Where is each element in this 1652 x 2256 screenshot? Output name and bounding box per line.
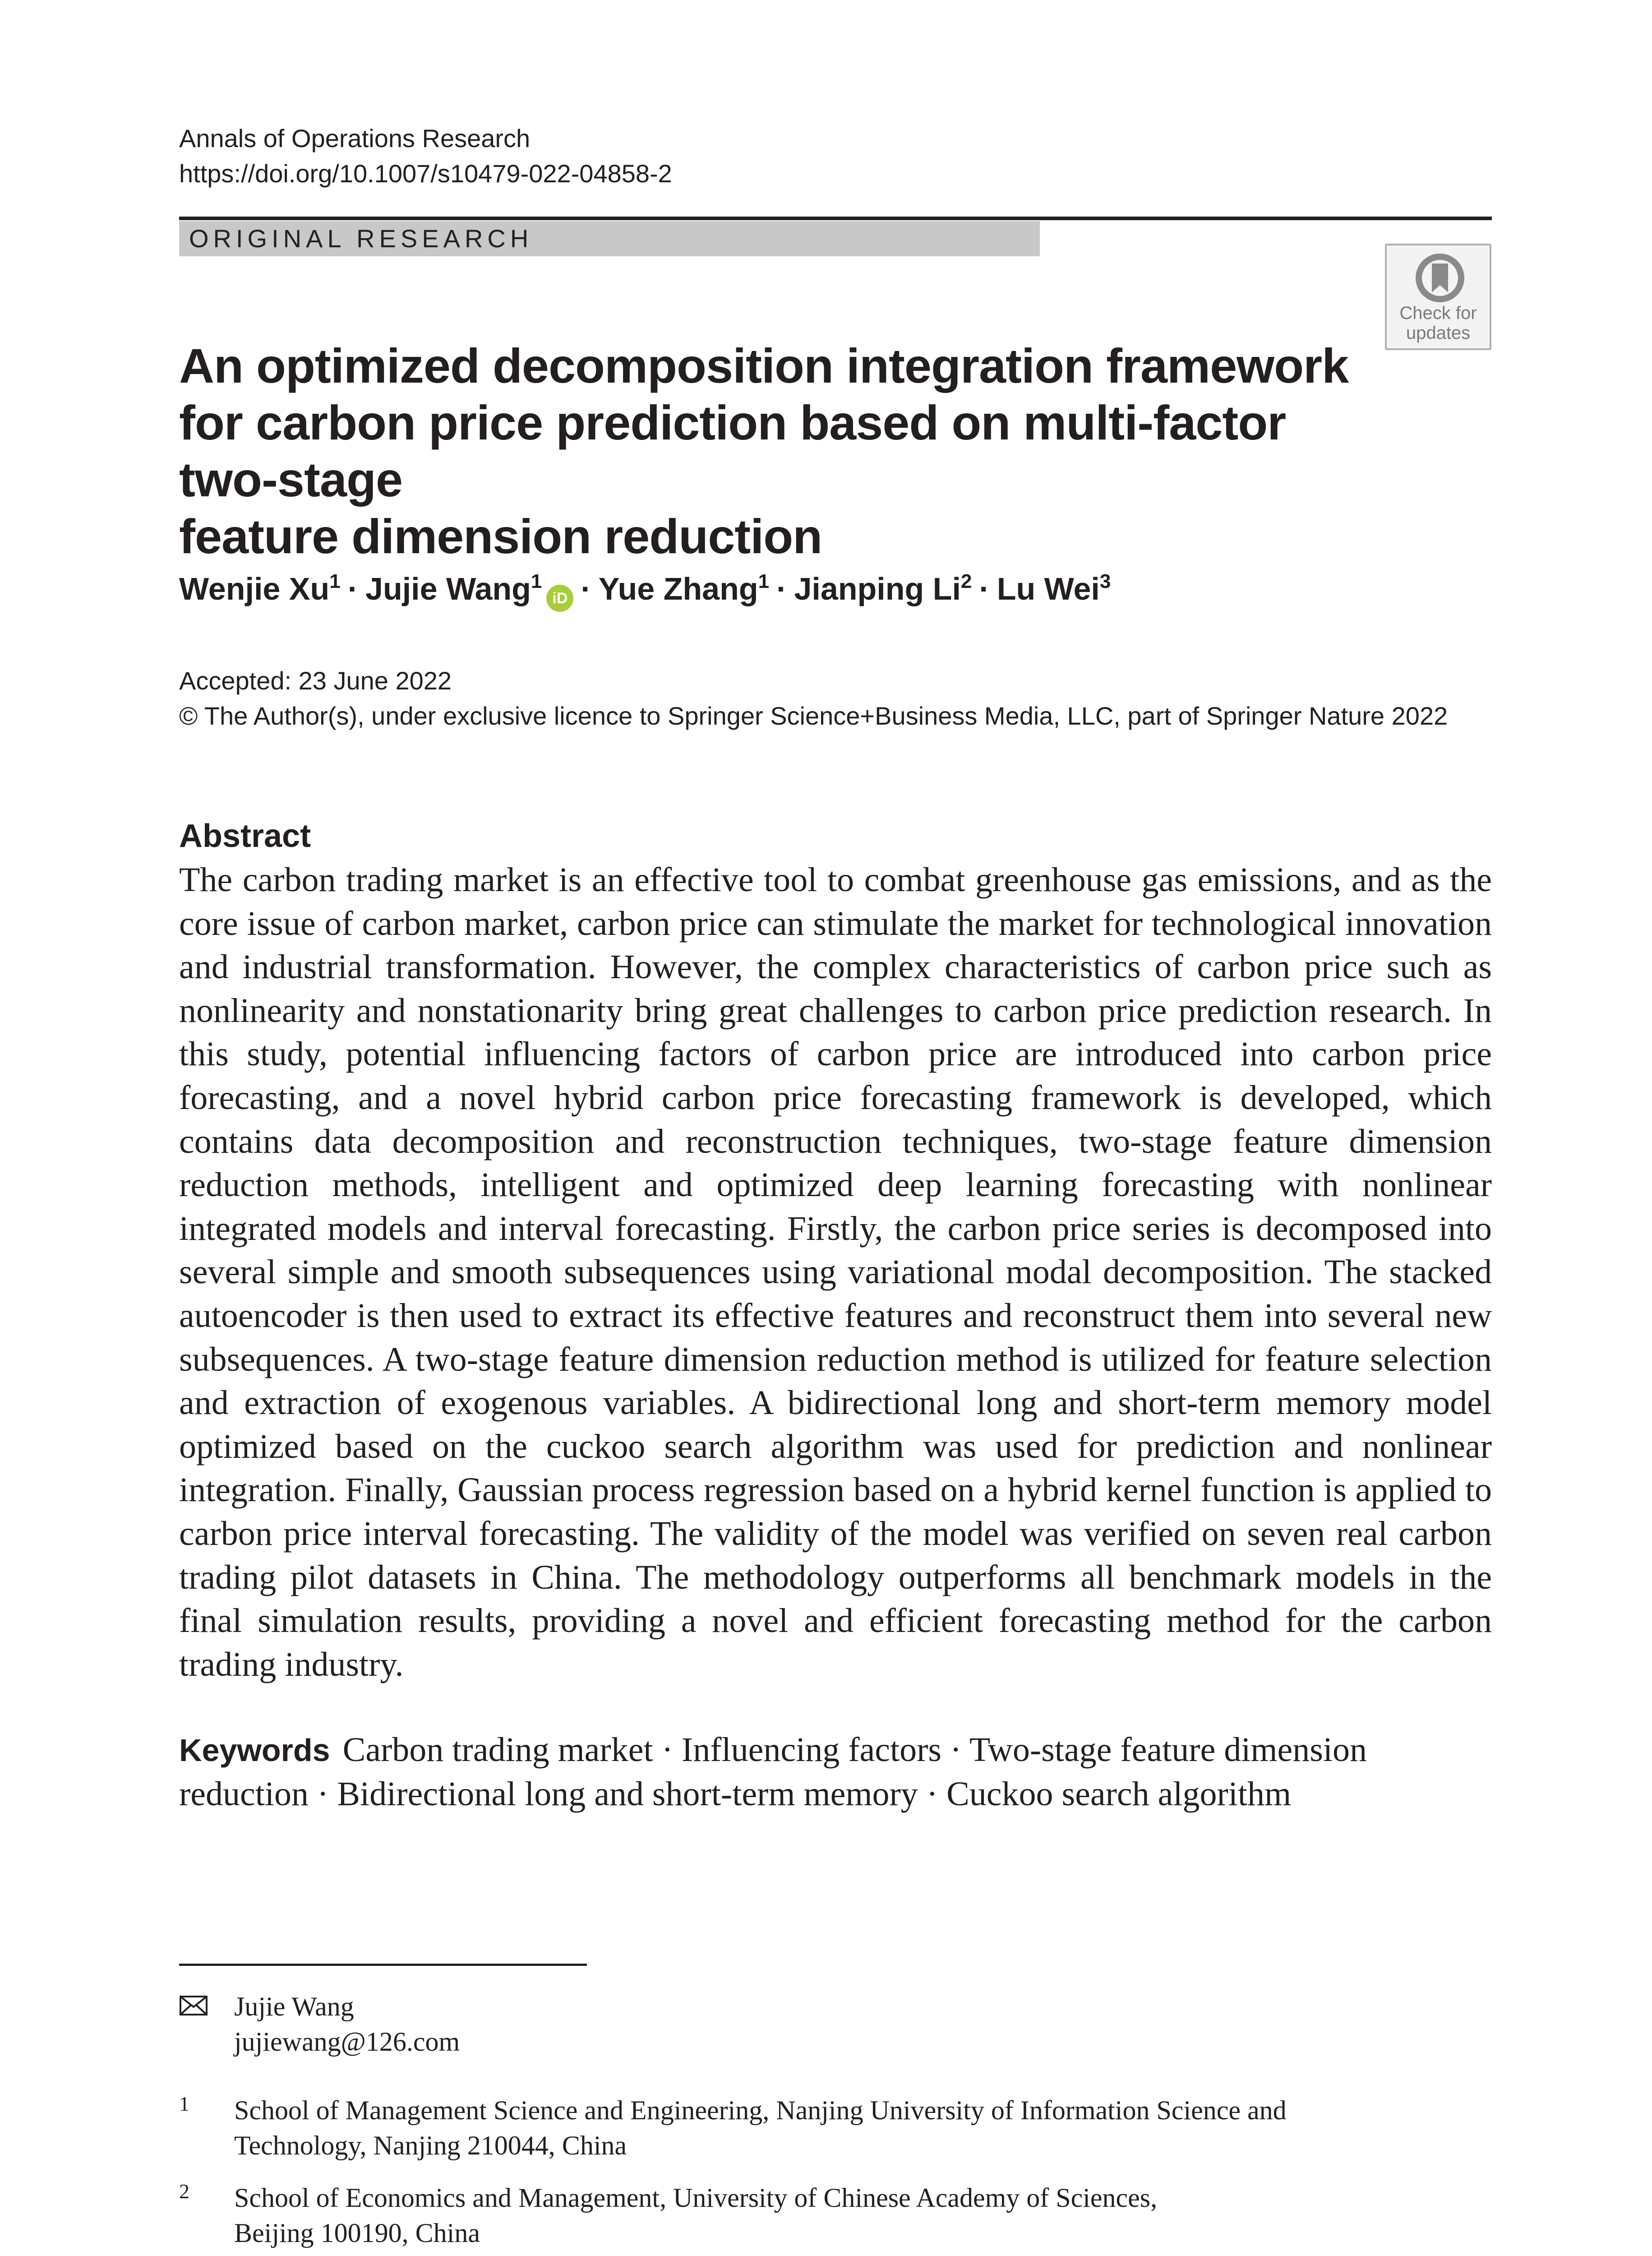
check-for-updates-line1: Check for <box>1399 303 1477 323</box>
author-separator: · <box>979 571 990 606</box>
orcid-icon[interactable]: iD <box>546 585 573 612</box>
check-for-updates-badge[interactable] <box>1385 244 1491 350</box>
journal-name: Annals of Operations Research <box>179 124 531 153</box>
author-separator: · <box>347 571 359 606</box>
affiliation-number: 1 <box>179 2092 189 2115</box>
affiliation-line: School of Management Science and Engineering, Nanjing University of Information Science and <box>234 2095 1287 2125</box>
affiliation-number: 2 <box>179 2180 189 2203</box>
author-separator: · <box>776 571 787 606</box>
doi-link[interactable]: https://doi.org/10.1007/s10479-022-04858-2 <box>179 159 672 188</box>
author-affiliation-number: 1 <box>531 570 542 592</box>
affiliation-line: School of Economics and Management, University of Chinese Academy of Sciences, <box>234 2183 1158 2213</box>
keywords-heading: Keywords <box>179 1733 330 1768</box>
bookmark-ribbon-icon <box>1414 252 1466 304</box>
author-affiliation-number: 2 <box>960 570 972 592</box>
author-list <box>179 569 1111 612</box>
copyright-licence: © The Author(s), under exclusive licence to Springer Science+Business Media, LLC, part of Springer Nature 2022 <box>179 702 1448 730</box>
author-separator: · <box>581 571 591 606</box>
journal-info <box>179 121 672 191</box>
affiliation-line: Beijing 100190, China <box>234 2218 480 2248</box>
keywords-text: Carbon trading market · Influencing factors · Two-stage feature dimension reduction · Bidirectional long and short-term memory · Cuckoo search algorithm <box>179 1731 1367 1813</box>
author-affiliation-number: 3 <box>1099 570 1111 592</box>
footnote-rule <box>179 1964 587 1966</box>
check-for-updates-line2: updates <box>1406 323 1471 343</box>
section-band <box>179 221 1040 256</box>
affiliation-line: Technology, Nanjing 210044, China <box>234 2131 627 2160</box>
title-line: An optimized decomposition integration framework <box>179 338 1349 393</box>
header-rule <box>179 217 1492 220</box>
author-name[interactable]: Yue Zhang <box>598 571 758 606</box>
section-label: ORIGINAL RESEARCH <box>189 224 533 253</box>
envelope-icon <box>179 1995 208 2016</box>
author-name[interactable]: Lu Wei <box>997 571 1100 606</box>
author-name[interactable]: Jianping Li <box>794 571 961 606</box>
title-line: for carbon price prediction based on multi-factor two-stage <box>179 395 1286 507</box>
article-title <box>179 337 1397 565</box>
title-line: feature dimension reduction <box>179 509 822 564</box>
author-name[interactable]: Wenjie Xu <box>179 571 330 606</box>
author-affiliation-number: 1 <box>329 570 341 592</box>
abstract-text: The carbon trading market is an effective tool to combat greenhouse gas emissions, and as the core issue of carbon market, carbon price can stimulate the market for technological innovation and industrial transformation. However, the complex characteristics of carbon price such as nonlinearity and nonstationarity bring great challenges to carbon price prediction research. In this study, potential influencing factors of carbon price are introduced into carbon price forecasting, and a novel hybrid carbon price forecasting framework is developed, which contains data decomposition and reconstruction techniques, two-stage feature dimension reduction methods, intelligent and optimized deep learning forecasting with nonlinear integrated models and interval forecasting. Firstly, the carbon price series is decomposed into several simple and smooth subsequences using variational modal decomposition. The stacked autoencoder is then used to extract its effective features and reconstruct them into several new subsequences. A two-stage feature dimension reduction method is utilized for feature selection and extraction of exogenous variables. A bidirectional long and short-term memory model optimized based on the cuckoo search algorithm was used for prediction and nonlinear integration. Finally, Gaussian process regression based on a hybrid kernel function is applied to carbon price interval forecasting. The validity of the model was verified on seven real carbon trading pilot datasets in China. The methodology outperforms all benchmark models in the final simulation results, providing a novel and efficient forecasting method for the carbon trading industry. <box>179 861 1492 1683</box>
corresponding-author-name: Jujie Wang <box>234 1992 354 2021</box>
accepted-date: Accepted: 23 June 2022 <box>179 666 452 695</box>
keywords <box>179 1728 1492 1816</box>
author-name[interactable]: Jujie Wang <box>365 571 531 606</box>
abstract-heading: Abstract <box>179 818 311 854</box>
author-affiliation-number: 1 <box>758 570 770 592</box>
corresponding-author-email[interactable]: jujiewang@126.com <box>234 2027 460 2057</box>
